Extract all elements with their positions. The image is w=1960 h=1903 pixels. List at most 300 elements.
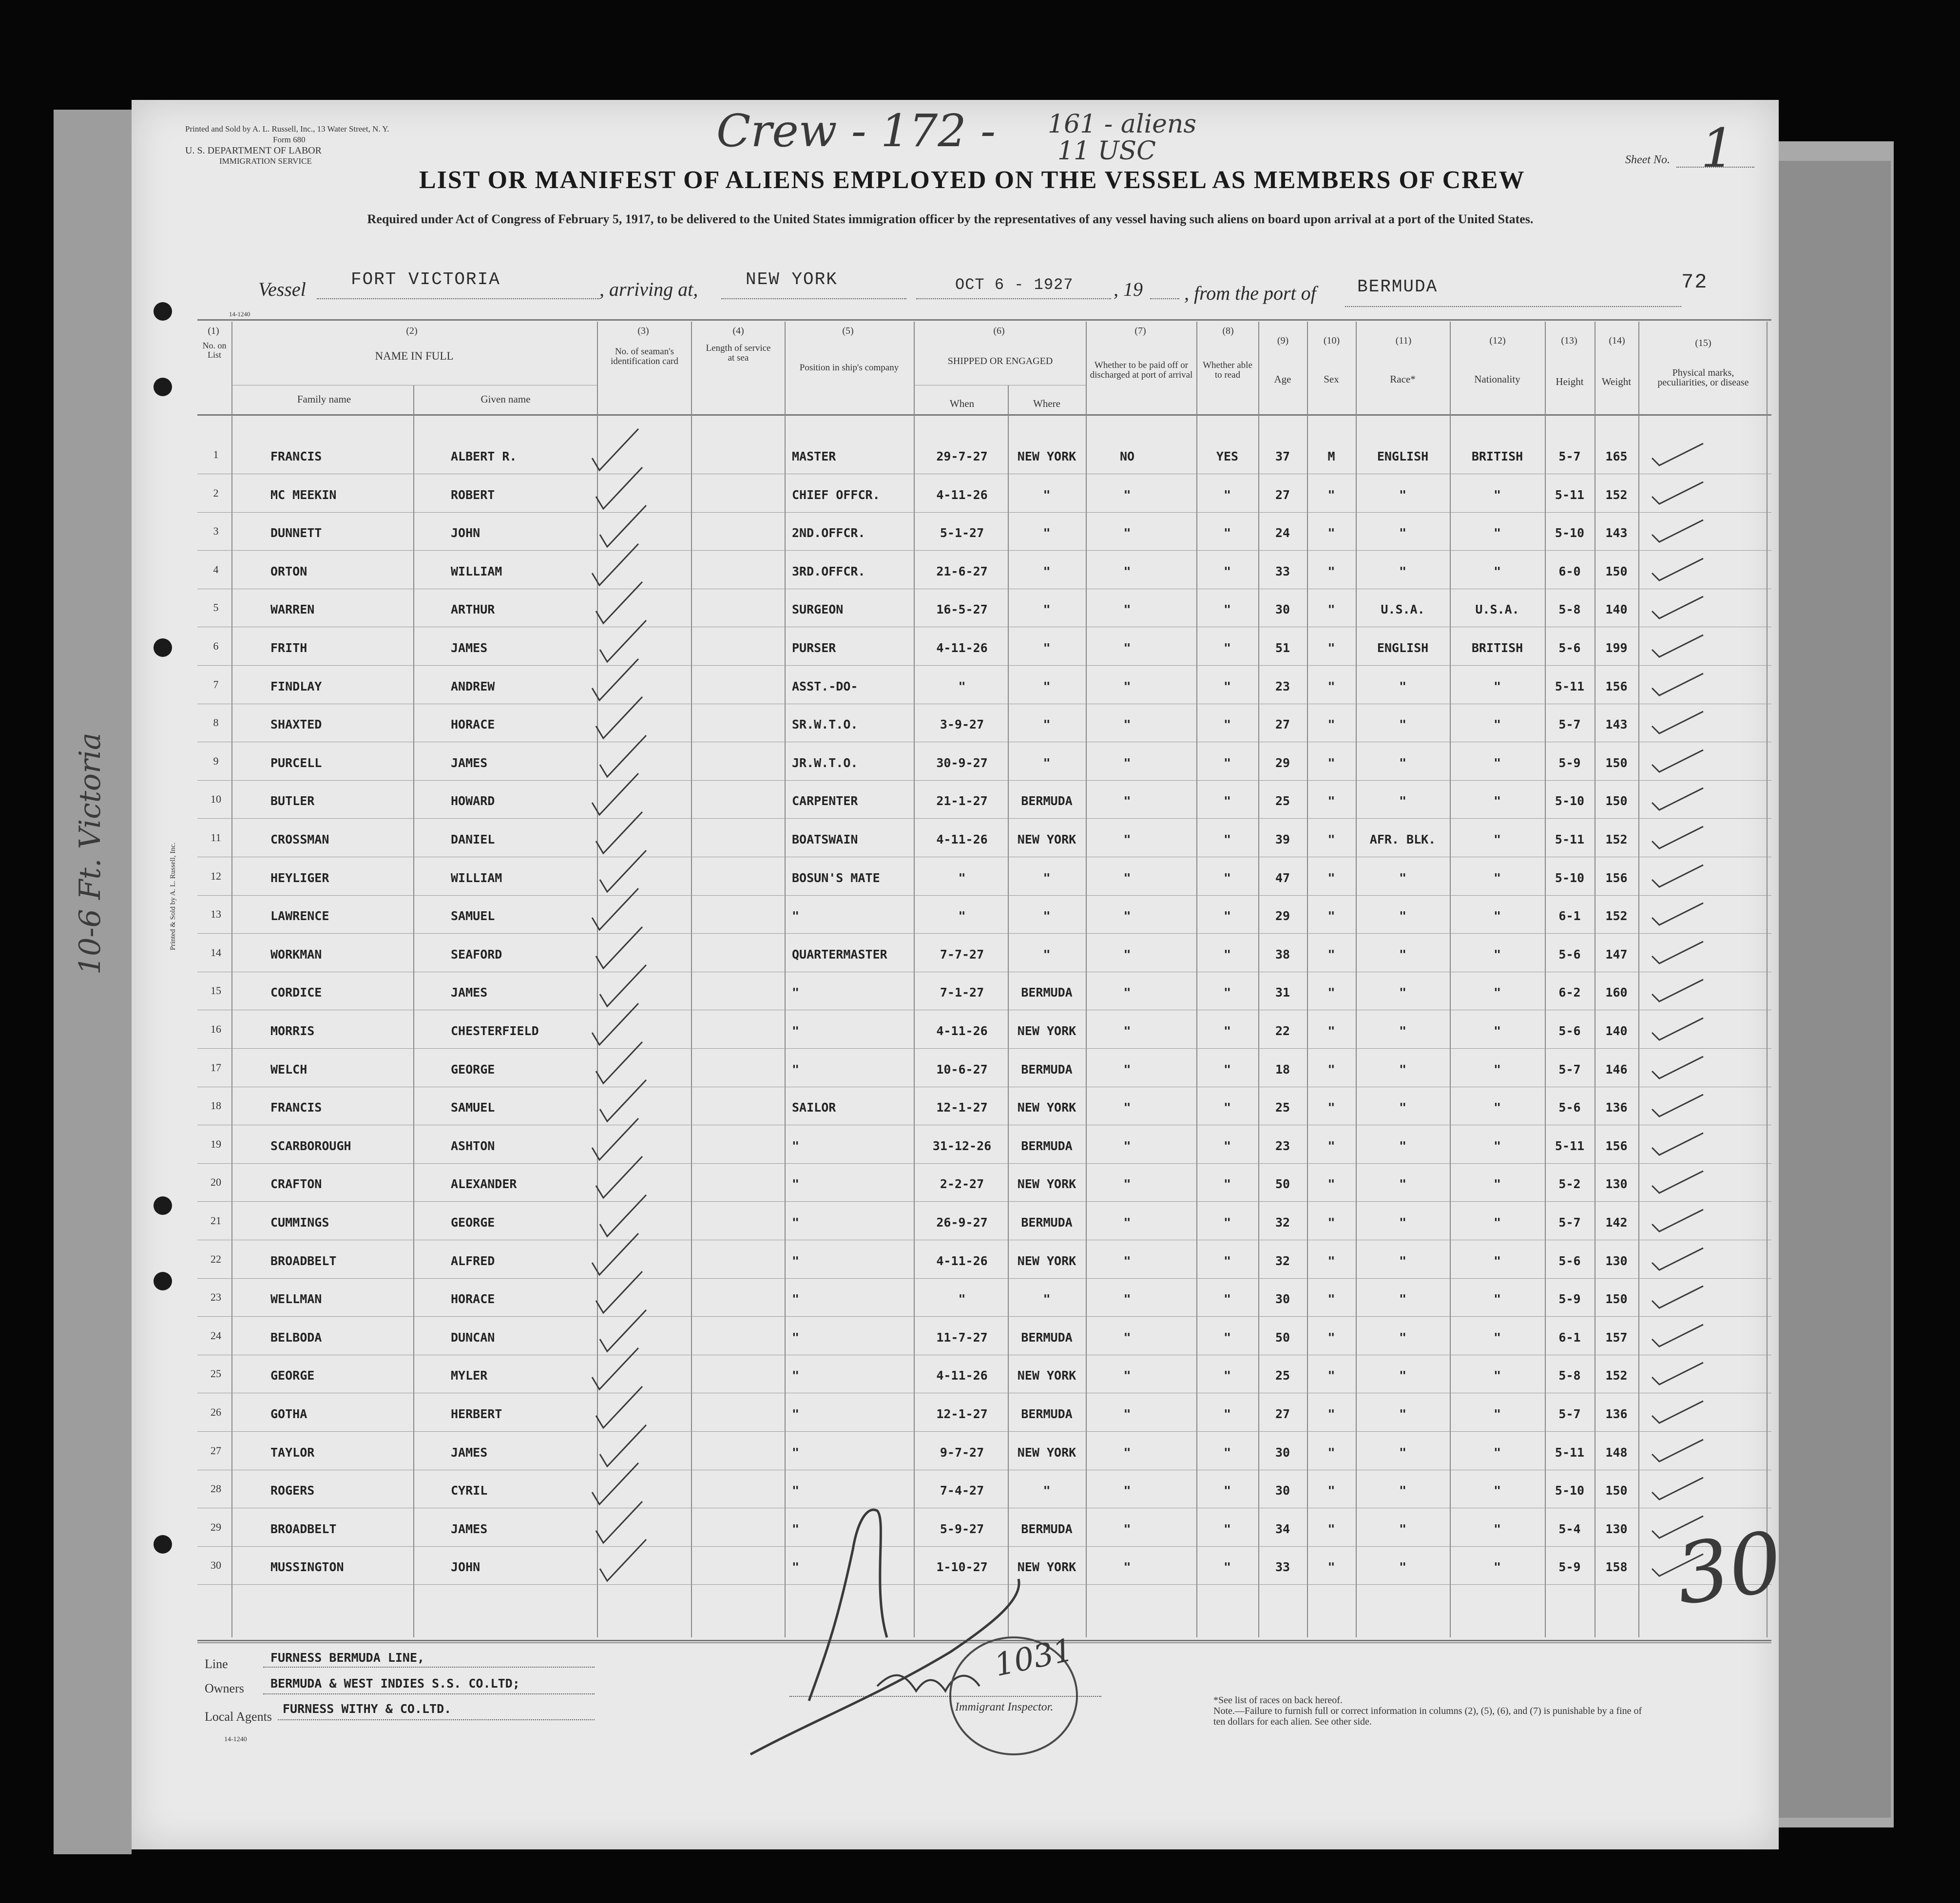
col-divider <box>1767 322 1768 1637</box>
race-note: *See list of races on back hereof. <box>1213 1695 1343 1706</box>
cell-family: CROSSMAN <box>270 832 329 846</box>
col-12-label: Nationality <box>1474 373 1520 385</box>
cell-age: 27 <box>1275 1407 1290 1421</box>
cell-race: " <box>1399 1407 1407 1421</box>
cell-when: 31-12-26 <box>932 1138 992 1153</box>
cell-where: " <box>1043 1483 1051 1498</box>
margin-print: Printed & Sold by A. L. Russell, Inc. <box>169 842 177 950</box>
cell-given: JAMES <box>451 1521 488 1536</box>
cell-where: NEW YORK <box>1017 1177 1076 1192</box>
line-label: Line <box>205 1657 228 1671</box>
cell-sex: " <box>1327 755 1335 770</box>
cell-where: " <box>1043 947 1051 961</box>
cell-paid: " <box>1123 832 1131 846</box>
row-divider <box>197 780 1771 781</box>
cell-sex: " <box>1327 679 1335 693</box>
cell-family: BROADBELT <box>270 1521 337 1536</box>
cell-paid: " <box>1123 1177 1131 1192</box>
cell-given: JOHN <box>451 1560 480 1575</box>
cell-sex: " <box>1327 487 1335 502</box>
check-mark-icon <box>1650 1090 1713 1124</box>
cell-weight: 150 <box>1605 564 1628 578</box>
cell-given: JOHN <box>451 526 480 540</box>
cell-paid: " <box>1123 1292 1131 1307</box>
col-divider <box>1307 322 1308 1637</box>
col-divider <box>691 322 692 1637</box>
cell-read: " <box>1223 679 1231 693</box>
year-label: , 19 <box>1114 278 1143 300</box>
col-6-num: (6) <box>993 326 1005 336</box>
binder-hole <box>154 638 172 657</box>
col-5-num: (5) <box>842 326 854 336</box>
cell-race: U.S.A. <box>1381 602 1425 617</box>
col-4-label: Length of service at sea <box>706 343 771 363</box>
row-number: 25 <box>211 1367 221 1380</box>
cell-nat: " <box>1493 1521 1501 1536</box>
cell-weight: 150 <box>1605 755 1628 770</box>
family-name-header: Family name <box>297 393 351 405</box>
cell-sex: " <box>1327 1483 1335 1498</box>
cell-paid: " <box>1123 794 1131 808</box>
cell-nat: " <box>1493 1177 1501 1192</box>
row-number: 2 <box>213 486 219 499</box>
cell-sex: " <box>1327 1560 1335 1575</box>
cell-position: " <box>792 1445 800 1460</box>
cell-height: 5-8 <box>1558 1368 1581 1383</box>
cell-nat: " <box>1493 985 1501 1000</box>
cell-when: 12-1-27 <box>936 1407 988 1421</box>
cell-nat: " <box>1493 755 1501 770</box>
cell-given: CYRIL <box>451 1483 488 1498</box>
cell-when: 3-9-27 <box>940 717 984 732</box>
binder-hole <box>154 378 172 396</box>
penalty-note: Note.—Failure to furnish full or correct information in columns (2), (5), (6), and (7) is punishable by a fine of ten dollars for each alien. See other side. <box>1213 1706 1642 1727</box>
cell-family: WELCH <box>270 1062 307 1076</box>
cell-sex: " <box>1327 1215 1335 1230</box>
cell-weight: 150 <box>1605 794 1628 808</box>
owners-label: Owners <box>205 1681 244 1695</box>
col-1-num: (1) <box>208 326 219 336</box>
cell-sex: " <box>1327 794 1335 808</box>
sheet-no-label: Sheet No. <box>1625 154 1670 166</box>
cell-where: BERMUDA <box>1021 1330 1073 1345</box>
cell-weight: 199 <box>1605 641 1628 655</box>
cell-position: " <box>792 1138 800 1153</box>
cell-weight: 152 <box>1605 909 1628 923</box>
cell-weight: 130 <box>1605 1253 1628 1268</box>
cell-family: TAYLOR <box>270 1445 315 1460</box>
cell-age: 25 <box>1275 1368 1290 1383</box>
cell-position: MASTER <box>792 449 836 463</box>
check-mark-icon <box>1650 1128 1713 1162</box>
cell-weight: 143 <box>1605 526 1628 540</box>
cell-position: SURGEON <box>792 602 844 617</box>
cell-read: " <box>1223 1253 1231 1268</box>
cell-given: ASHTON <box>451 1138 495 1153</box>
cell-weight: 157 <box>1605 1330 1628 1345</box>
cell-sex: " <box>1327 1407 1335 1421</box>
col-8-num: (8) <box>1222 326 1234 336</box>
cell-nat: " <box>1493 717 1501 732</box>
cell-position: " <box>792 1215 800 1230</box>
cell-race: " <box>1399 1177 1407 1192</box>
cell-race: " <box>1399 1368 1407 1383</box>
check-mark-icon <box>1650 669 1713 703</box>
cell-nat: " <box>1493 487 1501 502</box>
cell-race: " <box>1399 679 1407 693</box>
line-value: FURNESS BERMUDA LINE, <box>270 1651 425 1665</box>
cell-family: ORTON <box>270 564 307 578</box>
cell-age: 25 <box>1275 794 1290 808</box>
cell-read: " <box>1223 1330 1231 1345</box>
cell-paid: " <box>1123 947 1131 961</box>
cell-age: 30 <box>1275 1445 1290 1460</box>
crew-annotation: Crew - 172 - <box>716 105 996 157</box>
cell-family: HEYLIGER <box>270 870 329 885</box>
cell-when: 10-6-27 <box>936 1062 988 1076</box>
row-number: 21 <box>211 1214 221 1227</box>
check-mark-icon <box>1650 1473 1713 1507</box>
cell-position: " <box>792 1292 800 1307</box>
cell-where: " <box>1043 909 1051 923</box>
col-divider <box>1450 322 1451 1637</box>
cell-weight: 136 <box>1605 1407 1628 1421</box>
cell-race: " <box>1399 947 1407 961</box>
cell-nat: " <box>1493 1292 1501 1307</box>
cell-read: " <box>1223 947 1231 961</box>
cell-read: YES <box>1216 449 1239 463</box>
cell-read: " <box>1223 1445 1231 1460</box>
agents-value: FURNESS WITHY & CO.LTD. <box>283 1702 452 1716</box>
cell-race: " <box>1399 1330 1407 1345</box>
cell-read: " <box>1223 1483 1231 1498</box>
cell-when: 4-11-26 <box>936 1253 988 1268</box>
cell-given: HERBERT <box>451 1407 502 1421</box>
cell-weight: 130 <box>1605 1177 1628 1192</box>
row-number: 24 <box>211 1329 221 1342</box>
cell-given: GEORGE <box>451 1215 495 1230</box>
cell-when: 21-6-27 <box>936 564 988 578</box>
cell-paid: " <box>1123 1330 1131 1345</box>
cell-position: SAILOR <box>792 1100 836 1115</box>
cell-nat: " <box>1493 870 1501 885</box>
cell-paid: " <box>1123 870 1131 885</box>
arriving-label: , arriving at, <box>599 278 698 300</box>
stamp-number: 1031 <box>991 1632 1076 1684</box>
cell-nat: " <box>1493 1445 1501 1460</box>
cell-weight: 140 <box>1605 602 1628 617</box>
cell-position: CHIEF OFFCR. <box>792 487 880 502</box>
cell-race: " <box>1399 1483 1407 1498</box>
check-mark-icon <box>1650 707 1713 741</box>
cell-sex: " <box>1327 717 1335 732</box>
cell-paid: " <box>1123 1024 1131 1038</box>
cell-weight: 165 <box>1605 449 1628 463</box>
check-mark-icon <box>1650 783 1713 817</box>
cell-sex: " <box>1327 1177 1335 1192</box>
check-mark-icon <box>1650 515 1713 549</box>
cell-position: " <box>792 1062 800 1076</box>
cell-where: BERMUDA <box>1021 1138 1073 1153</box>
cell-position: BOATSWAIN <box>792 832 858 846</box>
cell-paid: " <box>1123 755 1131 770</box>
check-mark-icon <box>1650 1052 1713 1086</box>
cell-where: NEW YORK <box>1017 1024 1076 1038</box>
cell-height: 5-6 <box>1558 947 1581 961</box>
cell-read: " <box>1223 870 1231 885</box>
cell-family: WELLMAN <box>270 1292 322 1307</box>
cell-when: 30-9-27 <box>936 755 988 770</box>
col-6-label: SHIPPED OR ENGAGED <box>947 356 1053 366</box>
cell-nat: " <box>1493 679 1501 693</box>
aliens-annotation: 161 - aliens <box>1048 110 1197 139</box>
cell-weight: 152 <box>1605 1368 1628 1383</box>
check-mark-icon <box>1650 898 1713 932</box>
cell-height: 6-0 <box>1558 564 1581 578</box>
cell-position: " <box>792 1483 800 1498</box>
binder-hole <box>154 1196 172 1215</box>
row-number: 14 <box>211 946 221 959</box>
cell-where: NEW YORK <box>1017 1368 1076 1383</box>
cell-where: " <box>1043 717 1051 732</box>
cell-height: 5-7 <box>1558 1062 1581 1076</box>
form-code-bottom: 14-1240 <box>224 1736 247 1743</box>
row-divider <box>197 1316 1771 1317</box>
cell-nat: U.S.A. <box>1475 602 1519 617</box>
cell-read: " <box>1223 1521 1231 1536</box>
cell-nat: " <box>1493 1483 1501 1498</box>
cell-position: " <box>792 985 800 1000</box>
cell-where: " <box>1043 641 1051 655</box>
cell-family: BROADBELT <box>270 1253 337 1268</box>
cell-read: " <box>1223 1407 1231 1421</box>
cell-race: " <box>1399 909 1407 923</box>
cell-position: CARPENTER <box>792 794 858 808</box>
cell-family: SHAXTED <box>270 717 322 732</box>
row-number: 23 <box>211 1291 221 1304</box>
cell-family: PURCELL <box>270 755 322 770</box>
cell-given: ROBERT <box>451 487 495 502</box>
cell-family: BELBODA <box>270 1330 322 1345</box>
row-number: 12 <box>211 869 221 882</box>
cell-age: 51 <box>1275 641 1290 655</box>
col-2-num: (2) <box>406 326 418 336</box>
cell-where: " <box>1043 1292 1051 1307</box>
cell-height: 5-10 <box>1555 794 1585 808</box>
check-mark-icon <box>1650 1435 1713 1469</box>
cell-read: " <box>1223 526 1231 540</box>
cell-nat: BRITISH <box>1471 641 1523 655</box>
arriving-underline <box>721 298 906 299</box>
row-number: 16 <box>211 1023 221 1035</box>
cell-where: " <box>1043 487 1051 502</box>
cell-height: 5-6 <box>1558 641 1581 655</box>
owners-underline <box>263 1693 595 1694</box>
cell-weight: 147 <box>1605 947 1628 961</box>
check-mark-icon <box>1650 937 1713 971</box>
check-mark-icon <box>1650 1281 1713 1315</box>
date-underline <box>916 298 1111 299</box>
cell-read: " <box>1223 794 1231 808</box>
cell-position: 2ND.OFFCR. <box>792 526 865 540</box>
cell-when: 4-11-26 <box>936 1024 988 1038</box>
cell-race: " <box>1399 870 1407 885</box>
binder-hole <box>154 1535 172 1554</box>
department: U. S. DEPARTMENT OF LABOR <box>185 145 322 156</box>
cell-given: ANDREW <box>451 679 495 693</box>
cell-weight: 160 <box>1605 985 1628 1000</box>
row-number: 10 <box>211 793 221 806</box>
cell-weight: 142 <box>1605 1215 1628 1230</box>
cell-race: " <box>1399 1521 1407 1536</box>
cell-sex: " <box>1327 1100 1335 1115</box>
cell-where: BERMUDA <box>1021 985 1073 1000</box>
cell-given: WILLIAM <box>451 870 502 885</box>
cell-weight: 143 <box>1605 717 1628 732</box>
cell-paid: " <box>1123 1215 1131 1230</box>
check-mark-icon <box>1650 860 1713 894</box>
cell-where: " <box>1043 564 1051 578</box>
cell-race: " <box>1399 1292 1407 1307</box>
cell-given: HORACE <box>451 717 495 732</box>
cell-family: CRAFTON <box>270 1177 322 1192</box>
cell-height: 5-6 <box>1558 1100 1581 1115</box>
binder-hole <box>154 1272 172 1290</box>
check-mark-icon <box>1650 554 1713 588</box>
year-suffix: 72 <box>1681 270 1708 294</box>
cell-given: HOWARD <box>451 794 495 808</box>
cell-paid: " <box>1123 717 1131 732</box>
cell-height: 5-7 <box>1558 449 1581 463</box>
col-12-num: (12) <box>1489 335 1506 346</box>
cell-paid: " <box>1123 1407 1131 1421</box>
cell-position: " <box>792 909 800 923</box>
col-divider <box>1086 322 1087 1637</box>
when-header: When <box>949 398 975 409</box>
cell-weight: 136 <box>1605 1100 1628 1115</box>
owners-value: BERMUDA & WEST INDIES S.S. CO.LTD; <box>270 1676 520 1691</box>
cell-position: SR.W.T.O. <box>792 717 858 732</box>
cell-height: 5-7 <box>1558 1407 1581 1421</box>
cell-age: 22 <box>1275 1024 1290 1038</box>
col-divider <box>1258 322 1259 1637</box>
cell-family: SCARBOROUGH <box>270 1138 351 1153</box>
check-mark-icon <box>1650 1320 1713 1354</box>
row-number: 18 <box>211 1099 221 1112</box>
row-number: 22 <box>211 1252 221 1265</box>
cell-nat: " <box>1493 564 1501 578</box>
cell-sex: " <box>1327 1138 1335 1153</box>
check-mark-icon <box>1650 1358 1713 1392</box>
cell-position: " <box>792 1521 800 1536</box>
cell-where: NEW YORK <box>1017 449 1076 463</box>
cell-height: 5-8 <box>1558 602 1581 617</box>
cell-paid: " <box>1123 1521 1131 1536</box>
cell-where: " <box>1043 870 1051 885</box>
cell-weight: 156 <box>1605 679 1628 693</box>
back-page-shadow <box>1764 161 1891 1818</box>
cell-weight: 148 <box>1605 1445 1628 1460</box>
cell-weight: 150 <box>1605 1483 1628 1498</box>
sheet-number: 1 <box>1701 117 1735 179</box>
check-mark-icon <box>1650 975 1713 1009</box>
year-underline <box>1150 298 1179 299</box>
cell-height: 5-9 <box>1558 755 1581 770</box>
check-mark-icon <box>1650 745 1713 779</box>
cell-nat: " <box>1493 947 1501 961</box>
cell-race: AFR. BLK. <box>1369 832 1436 846</box>
cell-nat: " <box>1493 1368 1501 1383</box>
cell-paid: " <box>1123 526 1131 540</box>
cell-sex: " <box>1327 947 1335 961</box>
cell-height: 5-11 <box>1555 1138 1585 1153</box>
cell-sex: " <box>1327 909 1335 923</box>
cell-nat: " <box>1493 1215 1501 1230</box>
col-15-num: (15) <box>1695 338 1711 348</box>
table-top-border <box>197 319 1771 321</box>
cell-age: 24 <box>1275 526 1290 540</box>
cell-family: FINDLAY <box>270 679 322 693</box>
cell-when: 11-7-27 <box>936 1330 988 1345</box>
row-number: 30 <box>211 1559 221 1572</box>
cell-family: MORRIS <box>270 1024 315 1038</box>
cell-where: BERMUDA <box>1021 794 1073 808</box>
cell-paid: " <box>1123 1062 1131 1076</box>
cell-sex: M <box>1327 449 1335 463</box>
cell-given: DUNCAN <box>451 1330 495 1345</box>
binder-hole <box>154 302 172 321</box>
row-number: 7 <box>213 678 219 691</box>
col-3-label: No. of seaman's identification card <box>611 346 678 366</box>
cell-family: CORDICE <box>270 985 322 1000</box>
check-mark-icon <box>1650 439 1713 473</box>
col-7-label: Whether to be paid off or discharged at port of arrival <box>1090 360 1193 380</box>
cell-sex: " <box>1327 526 1335 540</box>
cell-read: " <box>1223 1215 1231 1230</box>
cell-height: 5-11 <box>1555 832 1585 846</box>
cell-paid: " <box>1123 487 1131 502</box>
from-port: BERMUDA <box>1357 277 1438 297</box>
cell-weight: 152 <box>1605 487 1628 502</box>
cell-paid: " <box>1123 1445 1131 1460</box>
cell-given: GEORGE <box>451 1062 495 1076</box>
cell-weight: 152 <box>1605 832 1628 846</box>
cell-height: 5-2 <box>1558 1177 1581 1192</box>
cell-sex: " <box>1327 832 1335 846</box>
cell-sex: " <box>1327 1445 1335 1460</box>
page-title: LIST OR MANIFEST OF ALIENS EMPLOYED ON THE VESSEL AS MEMBERS OF CREW <box>419 166 1525 194</box>
cell-race: " <box>1399 564 1407 578</box>
col-15-label: Physical marks, peculiarities, or disease <box>1657 367 1749 388</box>
cell-position: 3RD.OFFCR. <box>792 564 865 578</box>
cell-race: " <box>1399 487 1407 502</box>
row-divider <box>197 512 1771 513</box>
agents-underline <box>278 1719 595 1720</box>
cell-weight: 146 <box>1605 1062 1628 1076</box>
arrival-date: OCT 6 - 1927 <box>955 276 1074 294</box>
cell-age: 27 <box>1275 487 1290 502</box>
cell-family: GEORGE <box>270 1368 315 1383</box>
cell-when: 9-7-27 <box>940 1445 984 1460</box>
cell-age: 23 <box>1275 679 1290 693</box>
cell-height: 5-11 <box>1555 487 1585 502</box>
check-mark-icon <box>1650 1166 1713 1200</box>
cell-given: JAMES <box>451 755 488 770</box>
check-mark-icon <box>1650 477 1713 511</box>
cell-age: 31 <box>1275 985 1290 1000</box>
row-divider <box>197 818 1771 819</box>
cell-height: 5-9 <box>1558 1292 1581 1307</box>
